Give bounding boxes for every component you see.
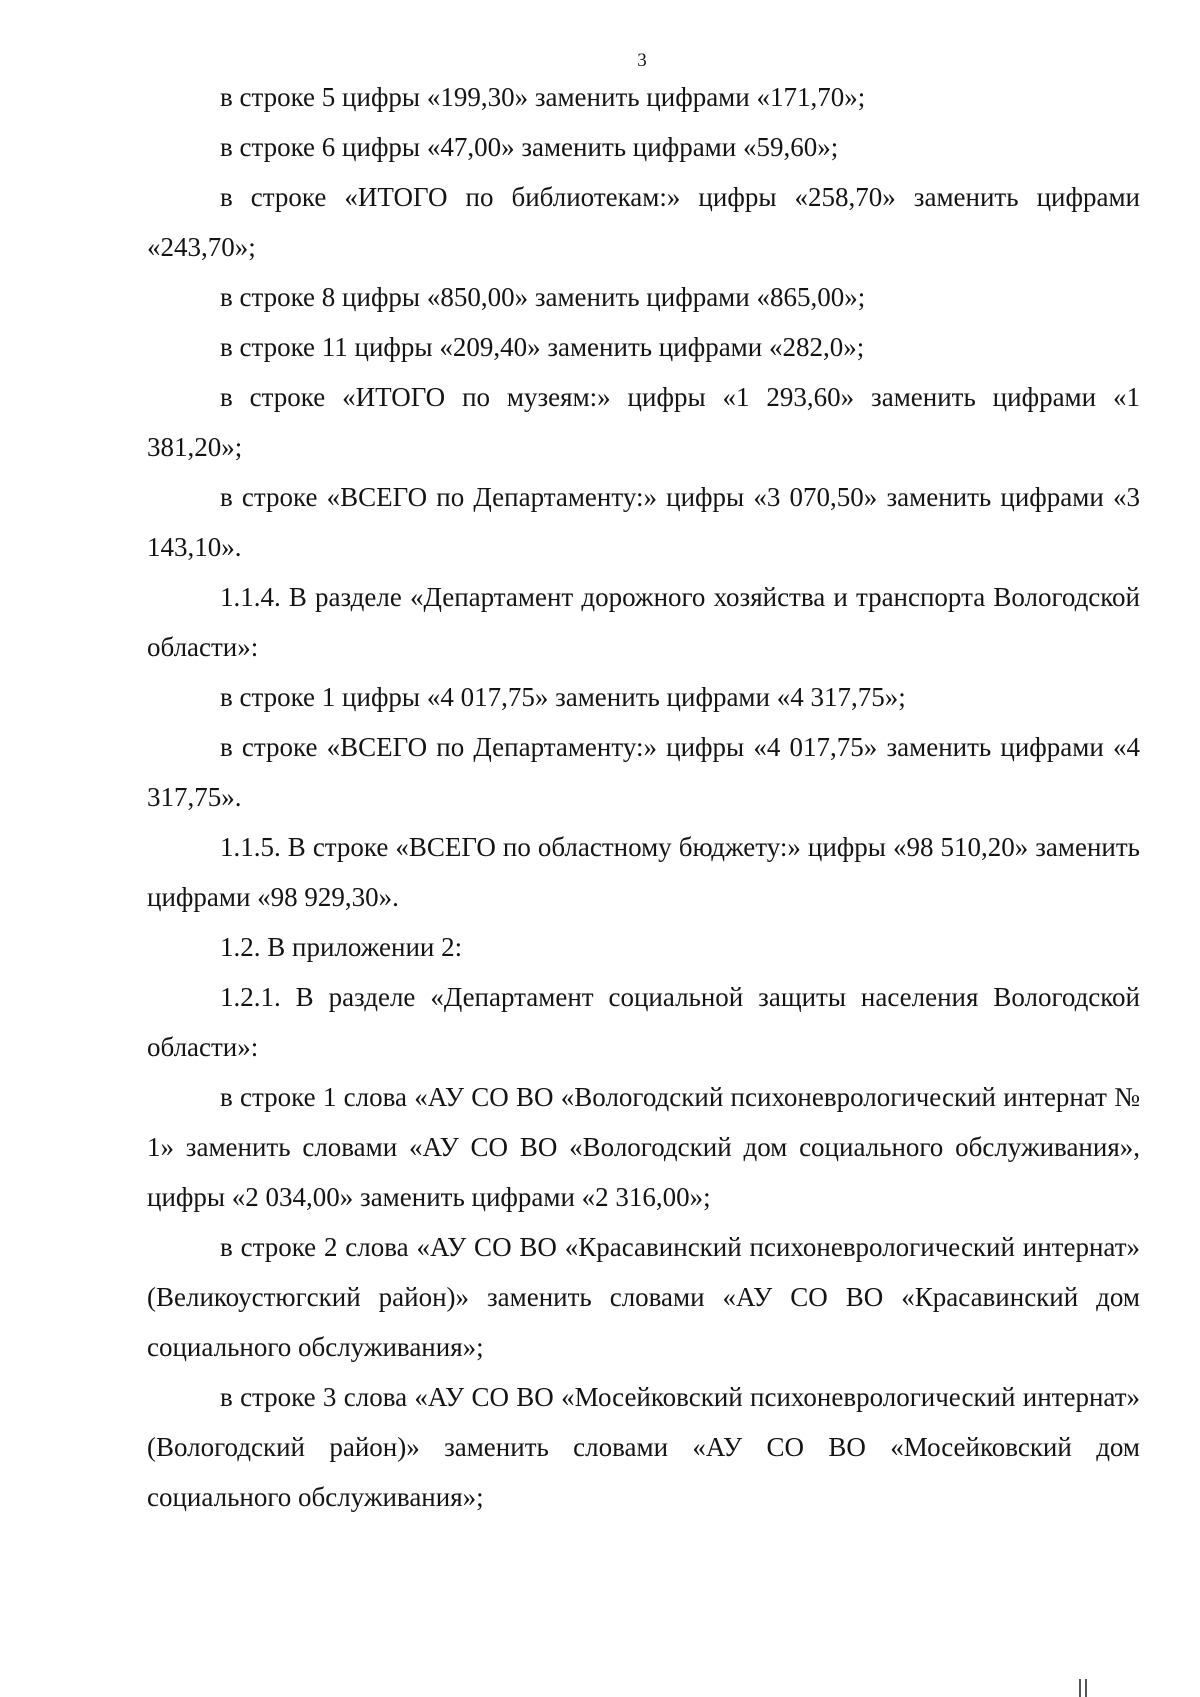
paragraph-section-1-2-1: 1.2.1. В разделе «Департамент социальной защиты населения Вологодской области»:: [147, 982, 1140, 1062]
scan-artifact-mark: [1079, 1679, 1081, 1697]
paragraph-line-5: в строке 5 цифры «199,30» заменить цифрами «171,70»;: [220, 82, 866, 112]
paragraph-museums-total: в строке «ИТОГО по музеям:» цифры «1 293,60» заменить цифрами «1 381,20»;: [147, 382, 1140, 462]
paragraph-line-8: в строке 8 цифры «850,00» заменить цифрами «865,00»;: [220, 282, 866, 312]
paragraph-line-6: в строке 6 цифры «47,00» заменить цифрами «59,60»;: [220, 132, 839, 162]
paragraph-line-11: в строке 11 цифры «209,40» заменить цифрами «282,0»;: [220, 332, 865, 362]
paragraph-section-1-1-4: 1.1.4. В разделе «Департамент дорожного хозяйства и транспорта Вологодской области»:: [147, 582, 1140, 662]
scan-artifact-mark: [1085, 1679, 1087, 1697]
paragraph-social-line-3: в строке 3 слова «АУ СО ВО «Мосейковский психоневрологический интернат» (Вологодский район)» заменить словами «АУ СО ВО «Мосейковский дом социального обслуживания»;: [147, 1382, 1140, 1512]
paragraph-section-1-2: 1.2. В приложении 2:: [220, 932, 463, 962]
paragraph-section-1-1-5: 1.1.5. В строке «ВСЕГО по областному бюджету:» цифры «98 510,20» заменить цифрами «98 929,30».: [147, 832, 1140, 912]
paragraph-libraries-total: в строке «ИТОГО по библиотекам:» цифры «258,70» заменить цифрами «243,70»;: [147, 182, 1140, 262]
paragraph-social-line-1: в строке 1 слова «АУ СО ВО «Вологодский психоневрологический интернат № 1» заменить словами «АУ СО ВО «Вологодский дом социального обслуживания», цифры «2 034,00» заменить цифрами «2 316,00»;: [147, 1082, 1140, 1212]
paragraph-roads-department-total: в строке «ВСЕГО по Департаменту:» цифры «4 017,75» заменить цифрами «4 317,75».: [147, 732, 1140, 812]
paragraph-department-total: в строке «ВСЕГО по Департаменту:» цифры «3 070,50» заменить цифрами «3 143,10».: [147, 482, 1140, 562]
page-number: 3: [637, 50, 647, 71]
paragraph-social-line-2: в строке 2 слова «АУ СО ВО «Красавинский психоневрологический интернат» (Великоустюгский район)» заменить словами «АУ СО ВО «Красавинский дом социального обслуживания»;: [147, 1232, 1140, 1362]
paragraph-roads-line-1: в строке 1 цифры «4 017,75» заменить цифрами «4 317,75»;: [220, 682, 906, 712]
document-body: [147, 72, 1140, 1522]
